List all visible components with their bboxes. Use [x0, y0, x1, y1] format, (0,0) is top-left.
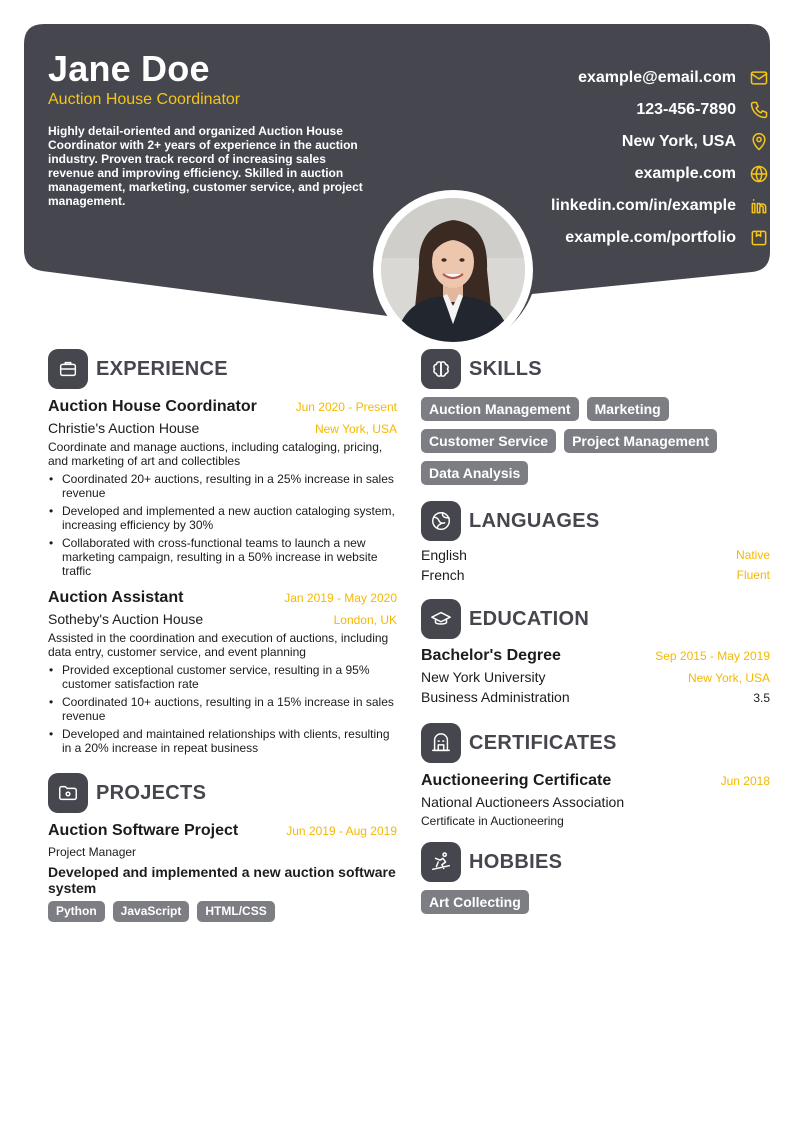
hobbies-header: [421, 842, 770, 882]
contact-location: [440, 126, 770, 158]
gpa: 3.5: [753, 691, 770, 705]
skills-list: [421, 397, 770, 493]
skill-tag: Project Management: [564, 429, 717, 453]
mail-icon: [748, 67, 770, 89]
skiing-icon: [421, 842, 461, 882]
achievement-item: • Provided exceptional customer service, resulting in a 95% customer satisfaction rate: [48, 663, 397, 691]
experience-header: [48, 349, 397, 389]
job-date: Jan 2019 - May 2020: [284, 591, 397, 605]
linkedin-text[interactable]: linkedin.com/in/example: [551, 197, 736, 214]
degree: Bachelor's Degree: [421, 647, 561, 664]
website-text[interactable]: example.com: [634, 165, 736, 182]
job-position: Auction Assistant: [48, 589, 184, 606]
project-role: Project Manager: [48, 845, 137, 859]
certificate-entry: [421, 772, 770, 828]
company-name: Christie's Auction House: [48, 420, 200, 436]
job-date: Jun 2020 - Present: [295, 400, 397, 414]
phone-icon: [748, 99, 770, 121]
language-name: English: [421, 547, 467, 563]
certificate-detail: Certificate in Auctioneering: [421, 814, 564, 828]
languages-header: [421, 501, 770, 541]
certificate-date: Jun 2018: [720, 774, 770, 788]
language-item: [421, 565, 770, 585]
languages-title: LANGUAGES: [469, 509, 600, 532]
skills-title: SKILLS: [469, 357, 542, 380]
project-description: Developed and implemented a new auction software system: [48, 864, 396, 896]
tech-tag: JavaScript: [113, 901, 190, 922]
location-text: New York, USA: [621, 133, 736, 150]
skills-header: [421, 349, 770, 389]
graduation-cap-icon: [421, 599, 461, 639]
certificates-title: CERTIFICATES: [469, 731, 617, 754]
project-title: Auction Software Project: [48, 822, 239, 839]
hobbies-list: [421, 890, 770, 922]
portfolio-icon: [748, 227, 770, 249]
skill-tag: Data Analysis: [421, 461, 528, 485]
skill-tag: Marketing: [587, 397, 669, 421]
experience-entry: [48, 398, 397, 578]
skill-tag: Customer Service: [421, 429, 556, 453]
school-name: New York University: [421, 669, 546, 685]
location-pin-icon: [748, 131, 770, 153]
building-icon: [421, 723, 461, 763]
language-name: French: [421, 567, 465, 583]
achievement-item: • Developed and maintained relationships with clients, resulting in a 20% increase in repeat business: [48, 727, 397, 755]
job-description: Coordinate and manage auctions, including cataloging, pricing, and marketing of art and collectibles: [48, 440, 383, 468]
linkedin-icon: [748, 195, 770, 217]
skill-tag: Auction Management: [421, 397, 579, 421]
project-entry: [48, 822, 397, 930]
job-achievements: [48, 663, 397, 755]
brain-icon: [421, 349, 461, 389]
job-position: Auction House Coordinator: [48, 398, 257, 415]
contact-website[interactable]: [440, 158, 770, 190]
certificates-header: [421, 723, 770, 763]
education-date: Sep 2015 - May 2019: [655, 649, 770, 663]
job-description: Assisted in the coordination and execution of auctions, including data entry, customer service, and event planning: [48, 631, 389, 659]
experience-title: EXPERIENCE: [96, 357, 228, 380]
school-location: New York, USA: [687, 671, 770, 685]
education-entry: [421, 647, 770, 705]
language-icon: [421, 501, 461, 541]
hobby-tag: Art Collecting: [421, 890, 529, 914]
education-title: EDUCATION: [469, 607, 590, 630]
certificate-title: Auctioneering Certificate: [421, 772, 612, 789]
folder-icon: [48, 773, 88, 813]
achievement-item: • Collaborated with cross-functional teams to launch a new marketing campaign, resulting in a 50% increase in website traffic: [48, 536, 397, 578]
email-text[interactable]: example@email.com: [578, 69, 736, 86]
certificate-issuer: National Auctioneers Association: [421, 794, 625, 810]
globe-icon: [748, 163, 770, 185]
experience-entry: [48, 589, 397, 755]
job-achievements: [48, 472, 397, 578]
language-level: Native: [735, 548, 770, 562]
candidate-name: Jane Doe: [48, 48, 210, 89]
left-column: [48, 349, 397, 930]
profile-summary: Highly detail-oriented and organized Auction House Coordinator with 2+ years of experience in the auction industry. Proven track record of increasing sales revenue and improving efficiency. Skilled in auction management, marketing, customer service, and project management.: [48, 124, 363, 208]
language-level: Fluent: [736, 568, 770, 582]
projects-header: [48, 773, 397, 813]
projects-title: PROJECTS: [96, 781, 207, 804]
hobbies-title: HOBBIES: [469, 850, 563, 873]
job-title: Auction House Coordinator: [48, 91, 241, 108]
education-header: [421, 599, 770, 639]
job-location: London, UK: [333, 613, 397, 627]
achievement-item: • Coordinated 10+ auctions, resulting in a 15% increase in sales revenue: [48, 695, 397, 723]
company-name: Sotheby's Auction House: [48, 611, 204, 627]
tech-tag: HTML/CSS: [197, 901, 274, 922]
portfolio-text[interactable]: example.com/portfolio: [565, 229, 736, 246]
language-item: [421, 545, 770, 565]
achievement-item: • Coordinated 20+ auctions, resulting in a 25% increase in sales revenue: [48, 472, 397, 500]
right-column: [421, 349, 770, 922]
phone-text[interactable]: 123-456-7890: [636, 101, 736, 118]
languages-list: [421, 545, 770, 585]
field-of-study: Business Administration: [421, 689, 570, 705]
briefcase-icon: [48, 349, 88, 389]
job-location: New York, USA: [314, 422, 397, 436]
project-date: Jun 2019 - Aug 2019: [286, 824, 397, 838]
profile-photo: [381, 198, 525, 342]
achievement-item: • Developed and implemented a new auction cataloging system, increasing efficiency by 30%: [48, 504, 397, 532]
project-tags: [48, 901, 397, 930]
tech-tag: Python: [48, 901, 105, 922]
contact-phone[interactable]: [440, 94, 770, 126]
contact-email[interactable]: [440, 62, 770, 94]
